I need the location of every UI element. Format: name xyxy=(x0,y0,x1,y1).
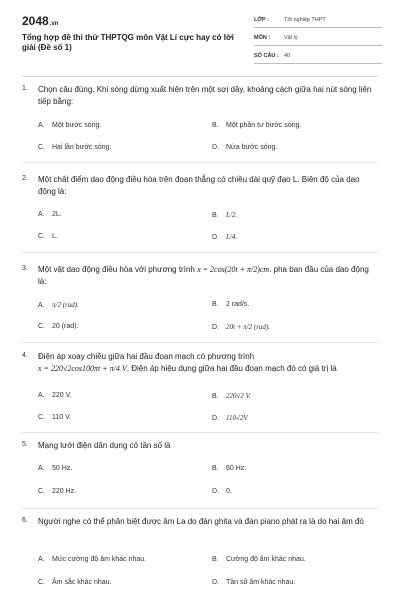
question-divider xyxy=(22,252,378,253)
option-text: 220 Hz. xyxy=(52,488,77,495)
option-text: 60 Hz. xyxy=(226,465,247,472)
option-text: 20t + π/2 (rad). xyxy=(226,323,271,331)
option-text: Hai lần bước sóng. xyxy=(52,144,112,151)
option-letter: A. xyxy=(38,302,45,309)
option-text: Cường độ âm khác nhau. xyxy=(226,556,306,563)
document-title: Tổng hợp đề thi thử THPTQG môn Vật Lí cực hay có lời giải (Đề số 1) xyxy=(22,33,234,52)
option-letter: C. xyxy=(38,233,45,240)
question-text: Chọn câu đúng. Khi sóng dừng xuất hiện trên một sợi dây, khoảng cách giữa hai nút sóng liên tiếp bằng: xyxy=(38,85,372,106)
question-number: 2. xyxy=(22,175,28,182)
option-b[interactable] xyxy=(212,556,306,563)
meta-label-socau: SỐ CÂU : xyxy=(254,53,279,59)
option-text: π/2 (rad). xyxy=(52,301,79,309)
option-b[interactable] xyxy=(212,122,301,129)
option-text: 0. xyxy=(226,488,232,495)
meta-row-mon xyxy=(254,32,382,46)
header-divider xyxy=(22,76,378,77)
option-text: Tần số âm khác nhau. xyxy=(226,579,296,586)
option-letter: C. xyxy=(38,488,45,495)
option-text: Âm sắc khác nhau. xyxy=(52,579,112,586)
option-letter: B. xyxy=(212,122,219,129)
option-letter: D. xyxy=(212,144,219,151)
option-letter: C. xyxy=(38,323,45,330)
question-number: 1. xyxy=(22,85,28,92)
question-number: 3. xyxy=(22,265,28,272)
option-a[interactable] xyxy=(38,556,146,563)
option-d[interactable] xyxy=(212,233,237,241)
option-letter: C. xyxy=(38,144,45,151)
question-text-before: Một vật dao động điều hòa với phương trình xyxy=(38,265,195,274)
meta-label-lop: LỚP : xyxy=(254,17,269,23)
option-d[interactable] xyxy=(212,579,295,586)
logo-suffix: .vn xyxy=(49,21,59,27)
option-letter: B. xyxy=(212,465,219,472)
option-letter: B. xyxy=(212,212,219,219)
option-text: Mức cường độ âm khác nhau. xyxy=(52,556,147,563)
option-letter: B. xyxy=(212,301,219,308)
option-text: 110√2V xyxy=(226,414,248,422)
option-letter: D. xyxy=(212,579,219,586)
option-letter: D. xyxy=(212,324,219,331)
option-d[interactable] xyxy=(212,488,232,495)
option-d[interactable] xyxy=(212,414,248,422)
question-text-after: . pha ban đầu của dao động là: xyxy=(38,265,369,286)
option-c[interactable] xyxy=(38,414,71,421)
option-text: L/2. xyxy=(226,211,238,219)
question-text: Một chất điểm dao động điều hòa trên đoạn thẳng có chiều dài quỹ đạo L. Biên độ của dao động là: xyxy=(38,175,360,196)
exam-meta xyxy=(254,14,382,68)
option-text: L. xyxy=(52,233,58,240)
equation: x = 2cos(20t + π/2)cm xyxy=(197,265,270,274)
question-number: 5. xyxy=(22,441,28,448)
exam-header xyxy=(0,0,400,72)
option-letter: A. xyxy=(38,392,45,399)
option-letter: A. xyxy=(38,211,45,218)
option-letter: A. xyxy=(38,122,45,129)
question-text xyxy=(38,264,372,288)
option-text: 50 Hz. xyxy=(52,465,73,472)
question-divider xyxy=(22,432,378,433)
option-text: L/4. xyxy=(226,233,238,241)
question-number: 4. xyxy=(22,352,28,359)
option-text: Nửa bước sóng. xyxy=(226,144,278,151)
question-text xyxy=(38,351,372,375)
option-b[interactable] xyxy=(212,392,251,400)
option-letter: A. xyxy=(38,465,45,472)
equation: x = 220√2cos100πt + π/4 V xyxy=(38,364,127,373)
question-text-before: Điện áp xoay chiều giữa hai đầu đoạn mạch có phương trình xyxy=(38,352,255,361)
option-letter: D. xyxy=(212,488,219,495)
option-a[interactable] xyxy=(38,465,72,472)
option-text: 2L. xyxy=(52,211,62,218)
logo-main: 2048 xyxy=(22,14,49,28)
question-divider xyxy=(22,508,378,509)
option-text: 2 rad/s. xyxy=(226,301,250,308)
option-letter: C. xyxy=(38,579,45,586)
option-text: Một bước sóng. xyxy=(52,122,102,129)
option-letter: C. xyxy=(38,414,45,421)
meta-value-socau: 40 xyxy=(284,53,291,59)
option-c[interactable] xyxy=(38,144,111,151)
option-letter: B. xyxy=(212,556,219,563)
meta-row-lop xyxy=(254,14,382,28)
question-divider xyxy=(22,162,378,163)
question-text-after: . Điện áp hiệu dụng giữa hai đầu đoạn mạch đó có giá trị là xyxy=(126,364,337,373)
meta-row-socau xyxy=(254,50,382,64)
option-c[interactable] xyxy=(38,323,78,330)
option-text: 110 V. xyxy=(52,414,72,421)
site-logo[interactable] xyxy=(22,14,58,28)
option-letter: B. xyxy=(212,393,219,400)
meta-label-mon: MÔN : xyxy=(254,35,271,41)
option-text: 20 (rad). xyxy=(52,323,79,330)
question-divider xyxy=(22,342,378,343)
option-text: 220√2 V. xyxy=(226,392,251,400)
option-a[interactable] xyxy=(38,392,72,399)
option-d[interactable] xyxy=(212,144,277,151)
option-text: 220 V. xyxy=(52,392,72,399)
option-b[interactable] xyxy=(212,465,246,472)
option-a[interactable] xyxy=(38,301,79,309)
question-number: 6. xyxy=(22,517,28,524)
question-text: Người nghe có thể phân biệt được âm La do đàn ghita và đàn piano phát ra là do hai âm đó xyxy=(38,517,364,526)
option-c[interactable] xyxy=(38,488,76,495)
option-b[interactable] xyxy=(212,211,237,219)
option-letter: D. xyxy=(212,234,219,241)
option-c[interactable] xyxy=(38,579,112,586)
option-d[interactable] xyxy=(212,323,270,331)
option-letter: A. xyxy=(38,556,45,563)
option-text: Một phần tư bước sóng. xyxy=(226,122,302,129)
meta-value-lop: Tốt nghiệp THPT xyxy=(284,17,326,23)
option-a[interactable] xyxy=(38,122,101,129)
option-letter: D. xyxy=(212,415,219,422)
option-c[interactable] xyxy=(38,233,58,240)
meta-value-mon: Vật lý xyxy=(284,35,298,41)
option-b[interactable] xyxy=(212,301,249,308)
question-text: Mạng lưới điện dân dụng có tần số là xyxy=(38,441,171,450)
option-a[interactable] xyxy=(38,211,62,218)
